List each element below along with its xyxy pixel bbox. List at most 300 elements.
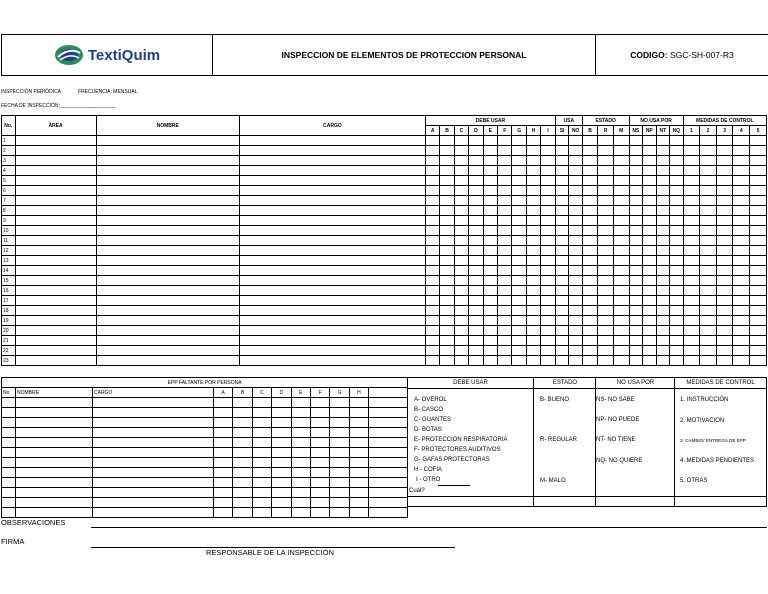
table-cell[interactable] (15, 266, 96, 276)
table-cell[interactable] (700, 226, 717, 236)
table-cell[interactable] (239, 336, 425, 346)
epp-cell[interactable] (233, 448, 252, 458)
table-cell[interactable] (569, 316, 583, 326)
table-cell[interactable] (683, 336, 700, 346)
epp-cell[interactable] (349, 408, 368, 418)
table-cell[interactable] (425, 256, 439, 266)
table-cell[interactable] (425, 146, 439, 156)
table-cell[interactable] (512, 146, 526, 156)
table-cell[interactable] (483, 136, 497, 146)
table-cell[interactable] (15, 356, 96, 366)
table-cell[interactable] (613, 246, 629, 256)
table-cell[interactable] (425, 336, 439, 346)
table-cell[interactable] (569, 196, 583, 206)
table-cell[interactable] (454, 356, 468, 366)
table-cell[interactable] (454, 246, 468, 256)
table-cell[interactable] (555, 166, 569, 176)
table-cell[interactable] (733, 216, 750, 226)
table-cell[interactable] (643, 306, 657, 316)
table-cell[interactable] (526, 276, 540, 286)
table-cell[interactable] (733, 286, 750, 296)
epp-cell[interactable] (310, 498, 329, 508)
epp-cell[interactable] (93, 458, 214, 468)
table-cell[interactable] (716, 336, 733, 346)
table-cell[interactable] (716, 196, 733, 206)
table-cell[interactable] (613, 326, 629, 336)
table-cell[interactable] (239, 346, 425, 356)
table-cell[interactable] (541, 326, 556, 336)
table-cell[interactable] (498, 256, 512, 266)
table-cell[interactable] (598, 206, 614, 216)
table-cell[interactable] (239, 306, 425, 316)
table-cell[interactable] (733, 326, 750, 336)
epp-cell[interactable] (330, 448, 349, 458)
table-cell[interactable] (239, 276, 425, 286)
epp-cell[interactable] (2, 508, 16, 518)
epp-cell[interactable] (252, 498, 271, 508)
table-cell[interactable] (613, 346, 629, 356)
table-cell[interactable] (541, 276, 556, 286)
table-cell[interactable] (683, 206, 700, 216)
table-cell[interactable] (469, 176, 483, 186)
table-cell[interactable] (656, 256, 670, 266)
table-cell[interactable] (483, 166, 497, 176)
epp-cell[interactable] (93, 508, 214, 518)
table-cell[interactable] (643, 286, 657, 296)
table-cell[interactable] (582, 166, 598, 176)
table-cell[interactable] (15, 336, 96, 346)
epp-cell[interactable] (233, 488, 252, 498)
table-cell[interactable] (733, 226, 750, 236)
table-cell[interactable] (440, 326, 454, 336)
table-cell[interactable] (555, 196, 569, 206)
table-cell[interactable] (512, 266, 526, 276)
table-cell[interactable] (454, 316, 468, 326)
epp-cell[interactable] (310, 508, 329, 518)
table-cell[interactable] (15, 256, 96, 266)
table-cell[interactable] (454, 186, 468, 196)
table-cell[interactable] (670, 296, 684, 306)
table-cell[interactable] (96, 186, 239, 196)
table-cell[interactable] (598, 356, 614, 366)
table-cell[interactable] (526, 176, 540, 186)
table-cell[interactable] (96, 216, 239, 226)
table-cell[interactable] (750, 156, 767, 166)
table-cell[interactable] (498, 236, 512, 246)
table-cell[interactable] (733, 256, 750, 266)
table-cell[interactable] (700, 276, 717, 286)
table-cell[interactable] (96, 306, 239, 316)
table-cell[interactable] (96, 256, 239, 266)
table-cell[interactable] (750, 146, 767, 156)
table-cell[interactable] (733, 266, 750, 276)
table-cell[interactable] (613, 286, 629, 296)
table-cell[interactable] (750, 276, 767, 286)
table-cell[interactable] (656, 356, 670, 366)
table-cell[interactable] (469, 216, 483, 226)
table-cell[interactable] (700, 236, 717, 246)
table-cell[interactable] (96, 296, 239, 306)
table-cell[interactable] (582, 176, 598, 186)
table-cell[interactable] (498, 296, 512, 306)
table-cell[interactable] (454, 166, 468, 176)
table-cell[interactable] (440, 296, 454, 306)
epp-cell[interactable] (16, 458, 93, 468)
table-cell[interactable] (569, 296, 583, 306)
table-cell[interactable] (454, 266, 468, 276)
table-cell[interactable] (598, 326, 614, 336)
table-cell[interactable] (569, 336, 583, 346)
table-cell[interactable] (440, 306, 454, 316)
epp-cell[interactable] (2, 478, 16, 488)
table-cell[interactable] (483, 356, 497, 366)
table-cell[interactable] (469, 196, 483, 206)
epp-cell[interactable] (2, 488, 16, 498)
table-cell[interactable] (483, 176, 497, 186)
table-cell[interactable] (15, 306, 96, 316)
table-cell[interactable] (750, 306, 767, 316)
epp-cell[interactable] (291, 428, 310, 438)
table-cell[interactable] (239, 156, 425, 166)
table-cell[interactable] (96, 326, 239, 336)
epp-cell[interactable] (310, 488, 329, 498)
epp-cell[interactable] (214, 498, 233, 508)
table-cell[interactable] (629, 326, 643, 336)
table-cell[interactable] (15, 196, 96, 206)
table-cell[interactable] (670, 236, 684, 246)
table-cell[interactable] (569, 236, 583, 246)
table-cell[interactable] (541, 226, 556, 236)
table-cell[interactable] (541, 156, 556, 166)
table-cell[interactable] (569, 186, 583, 196)
table-cell[interactable] (454, 236, 468, 246)
table-cell[interactable] (541, 286, 556, 296)
table-cell[interactable] (425, 276, 439, 286)
epp-cell[interactable] (16, 478, 93, 488)
table-cell[interactable] (656, 286, 670, 296)
table-cell[interactable] (469, 346, 483, 356)
table-cell[interactable] (656, 276, 670, 286)
table-cell[interactable] (670, 316, 684, 326)
table-cell[interactable] (96, 226, 239, 236)
table-cell[interactable] (700, 166, 717, 176)
epp-cell[interactable] (291, 418, 310, 428)
table-cell[interactable] (643, 256, 657, 266)
table-cell[interactable] (598, 236, 614, 246)
table-cell[interactable] (569, 276, 583, 286)
table-cell[interactable] (15, 286, 96, 296)
epp-cell[interactable] (252, 468, 271, 478)
table-cell[interactable] (526, 166, 540, 176)
table-cell[interactable] (670, 136, 684, 146)
table-cell[interactable] (598, 336, 614, 346)
table-cell[interactable] (582, 246, 598, 256)
table-cell[interactable] (96, 166, 239, 176)
table-cell[interactable] (96, 146, 239, 156)
table-cell[interactable] (582, 186, 598, 196)
table-cell[interactable] (454, 156, 468, 166)
epp-cell[interactable] (93, 468, 214, 478)
table-cell[interactable] (670, 346, 684, 356)
table-cell[interactable] (96, 156, 239, 166)
table-cell[interactable] (716, 246, 733, 256)
table-cell[interactable] (683, 216, 700, 226)
epp-cell[interactable] (272, 468, 291, 478)
epp-cell[interactable] (330, 498, 349, 508)
table-cell[interactable] (512, 326, 526, 336)
epp-cell[interactable] (252, 488, 271, 498)
table-cell[interactable] (733, 146, 750, 156)
table-cell[interactable] (700, 186, 717, 196)
table-cell[interactable] (656, 166, 670, 176)
table-cell[interactable] (512, 236, 526, 246)
epp-cell[interactable] (291, 408, 310, 418)
table-cell[interactable] (670, 226, 684, 236)
table-cell[interactable] (526, 186, 540, 196)
epp-cell[interactable] (272, 488, 291, 498)
table-cell[interactable] (454, 196, 468, 206)
table-cell[interactable] (656, 216, 670, 226)
table-cell[interactable] (498, 176, 512, 186)
table-cell[interactable] (469, 306, 483, 316)
table-cell[interactable] (582, 316, 598, 326)
table-cell[interactable] (750, 246, 767, 256)
table-cell[interactable] (750, 196, 767, 206)
table-cell[interactable] (15, 236, 96, 246)
table-cell[interactable] (733, 246, 750, 256)
table-cell[interactable] (670, 336, 684, 346)
table-cell[interactable] (670, 216, 684, 226)
epp-cell[interactable] (369, 458, 408, 468)
table-cell[interactable] (469, 316, 483, 326)
epp-cell[interactable] (330, 508, 349, 518)
table-cell[interactable] (700, 316, 717, 326)
epp-cell[interactable] (349, 498, 368, 508)
table-cell[interactable] (541, 216, 556, 226)
table-cell[interactable] (629, 236, 643, 246)
table-cell[interactable] (643, 246, 657, 256)
epp-cell[interactable] (291, 398, 310, 408)
table-cell[interactable] (716, 236, 733, 246)
table-cell[interactable] (96, 246, 239, 256)
table-cell[interactable] (629, 266, 643, 276)
table-cell[interactable] (541, 246, 556, 256)
epp-cell[interactable] (16, 448, 93, 458)
table-cell[interactable] (541, 166, 556, 176)
epp-cell[interactable] (252, 398, 271, 408)
table-cell[interactable] (598, 296, 614, 306)
table-cell[interactable] (512, 206, 526, 216)
table-cell[interactable] (670, 176, 684, 186)
table-cell[interactable] (670, 256, 684, 266)
table-cell[interactable] (483, 266, 497, 276)
table-cell[interactable] (750, 286, 767, 296)
epp-cell[interactable] (233, 458, 252, 468)
table-cell[interactable] (96, 356, 239, 366)
table-cell[interactable] (629, 296, 643, 306)
table-cell[interactable] (425, 326, 439, 336)
table-cell[interactable] (498, 316, 512, 326)
table-cell[interactable] (670, 156, 684, 166)
table-cell[interactable] (15, 186, 96, 196)
table-cell[interactable] (498, 186, 512, 196)
table-cell[interactable] (683, 246, 700, 256)
table-cell[interactable] (683, 146, 700, 156)
table-cell[interactable] (526, 316, 540, 326)
epp-cell[interactable] (2, 398, 16, 408)
table-cell[interactable] (656, 136, 670, 146)
table-cell[interactable] (425, 226, 439, 236)
table-cell[interactable] (733, 206, 750, 216)
epp-cell[interactable] (214, 508, 233, 518)
table-cell[interactable] (440, 156, 454, 166)
table-cell[interactable] (700, 296, 717, 306)
table-cell[interactable] (598, 306, 614, 316)
table-cell[interactable] (239, 266, 425, 276)
table-cell[interactable] (541, 136, 556, 146)
epp-cell[interactable] (2, 418, 16, 428)
table-cell[interactable] (469, 266, 483, 276)
epp-cell[interactable] (2, 498, 16, 508)
epp-cell[interactable] (369, 448, 408, 458)
epp-cell[interactable] (93, 398, 214, 408)
table-cell[interactable] (512, 296, 526, 306)
table-cell[interactable] (483, 206, 497, 216)
table-cell[interactable] (96, 336, 239, 346)
epp-cell[interactable] (310, 448, 329, 458)
table-cell[interactable] (96, 286, 239, 296)
table-cell[interactable] (454, 206, 468, 216)
table-cell[interactable] (613, 276, 629, 286)
table-cell[interactable] (483, 236, 497, 246)
table-cell[interactable] (469, 156, 483, 166)
epp-cell[interactable] (214, 488, 233, 498)
table-cell[interactable] (425, 176, 439, 186)
table-cell[interactable] (569, 286, 583, 296)
table-cell[interactable] (750, 176, 767, 186)
epp-cell[interactable] (330, 458, 349, 468)
table-cell[interactable] (629, 196, 643, 206)
epp-cell[interactable] (233, 468, 252, 478)
epp-cell[interactable] (272, 458, 291, 468)
table-cell[interactable] (555, 326, 569, 336)
table-cell[interactable] (440, 336, 454, 346)
table-cell[interactable] (598, 226, 614, 236)
epp-cell[interactable] (233, 438, 252, 448)
table-cell[interactable] (670, 186, 684, 196)
table-cell[interactable] (683, 256, 700, 266)
epp-cell[interactable] (16, 418, 93, 428)
table-cell[interactable] (643, 136, 657, 146)
table-cell[interactable] (555, 236, 569, 246)
table-cell[interactable] (96, 196, 239, 206)
table-cell[interactable] (498, 226, 512, 236)
table-cell[interactable] (239, 236, 425, 246)
table-cell[interactable] (483, 156, 497, 166)
table-cell[interactable] (512, 246, 526, 256)
table-cell[interactable] (498, 346, 512, 356)
table-cell[interactable] (700, 146, 717, 156)
epp-cell[interactable] (252, 418, 271, 428)
table-cell[interactable] (526, 266, 540, 276)
table-cell[interactable] (469, 336, 483, 346)
table-cell[interactable] (683, 356, 700, 366)
table-cell[interactable] (469, 356, 483, 366)
table-cell[interactable] (733, 156, 750, 166)
epp-cell[interactable] (252, 478, 271, 488)
table-cell[interactable] (512, 196, 526, 206)
table-cell[interactable] (440, 196, 454, 206)
table-cell[interactable] (582, 286, 598, 296)
table-cell[interactable] (733, 356, 750, 366)
epp-cell[interactable] (272, 418, 291, 428)
epp-cell[interactable] (233, 418, 252, 428)
table-cell[interactable] (425, 136, 439, 146)
table-cell[interactable] (629, 306, 643, 316)
table-cell[interactable] (541, 206, 556, 216)
table-cell[interactable] (629, 226, 643, 236)
table-cell[interactable] (555, 206, 569, 216)
table-cell[interactable] (613, 266, 629, 276)
table-cell[interactable] (582, 136, 598, 146)
table-cell[interactable] (670, 326, 684, 336)
epp-cell[interactable] (2, 448, 16, 458)
table-cell[interactable] (656, 156, 670, 166)
table-cell[interactable] (683, 196, 700, 206)
table-cell[interactable] (498, 276, 512, 286)
table-cell[interactable] (569, 166, 583, 176)
table-cell[interactable] (629, 256, 643, 266)
table-cell[interactable] (440, 136, 454, 146)
table-cell[interactable] (733, 316, 750, 326)
table-cell[interactable] (598, 276, 614, 286)
table-cell[interactable] (613, 236, 629, 246)
epp-cell[interactable] (349, 418, 368, 428)
epp-cell[interactable] (291, 498, 310, 508)
epp-cell[interactable] (349, 508, 368, 518)
table-cell[interactable] (239, 206, 425, 216)
table-cell[interactable] (582, 276, 598, 286)
table-cell[interactable] (440, 206, 454, 216)
table-cell[interactable] (656, 226, 670, 236)
table-cell[interactable] (733, 186, 750, 196)
table-cell[interactable] (656, 186, 670, 196)
epp-cell[interactable] (272, 438, 291, 448)
epp-cell[interactable] (214, 458, 233, 468)
epp-cell[interactable] (272, 408, 291, 418)
table-cell[interactable] (425, 166, 439, 176)
table-cell[interactable] (440, 186, 454, 196)
table-cell[interactable] (598, 256, 614, 266)
table-cell[interactable] (700, 136, 717, 146)
epp-cell[interactable] (93, 498, 214, 508)
epp-cell[interactable] (233, 408, 252, 418)
table-cell[interactable] (541, 356, 556, 366)
table-cell[interactable] (469, 326, 483, 336)
table-cell[interactable] (96, 276, 239, 286)
epp-cell[interactable] (330, 438, 349, 448)
table-cell[interactable] (526, 336, 540, 346)
table-cell[interactable] (526, 286, 540, 296)
table-cell[interactable] (733, 236, 750, 246)
table-cell[interactable] (425, 186, 439, 196)
table-cell[interactable] (239, 316, 425, 326)
table-cell[interactable] (683, 266, 700, 276)
table-cell[interactable] (582, 156, 598, 166)
epp-cell[interactable] (330, 488, 349, 498)
table-cell[interactable] (425, 196, 439, 206)
epp-cell[interactable] (349, 428, 368, 438)
